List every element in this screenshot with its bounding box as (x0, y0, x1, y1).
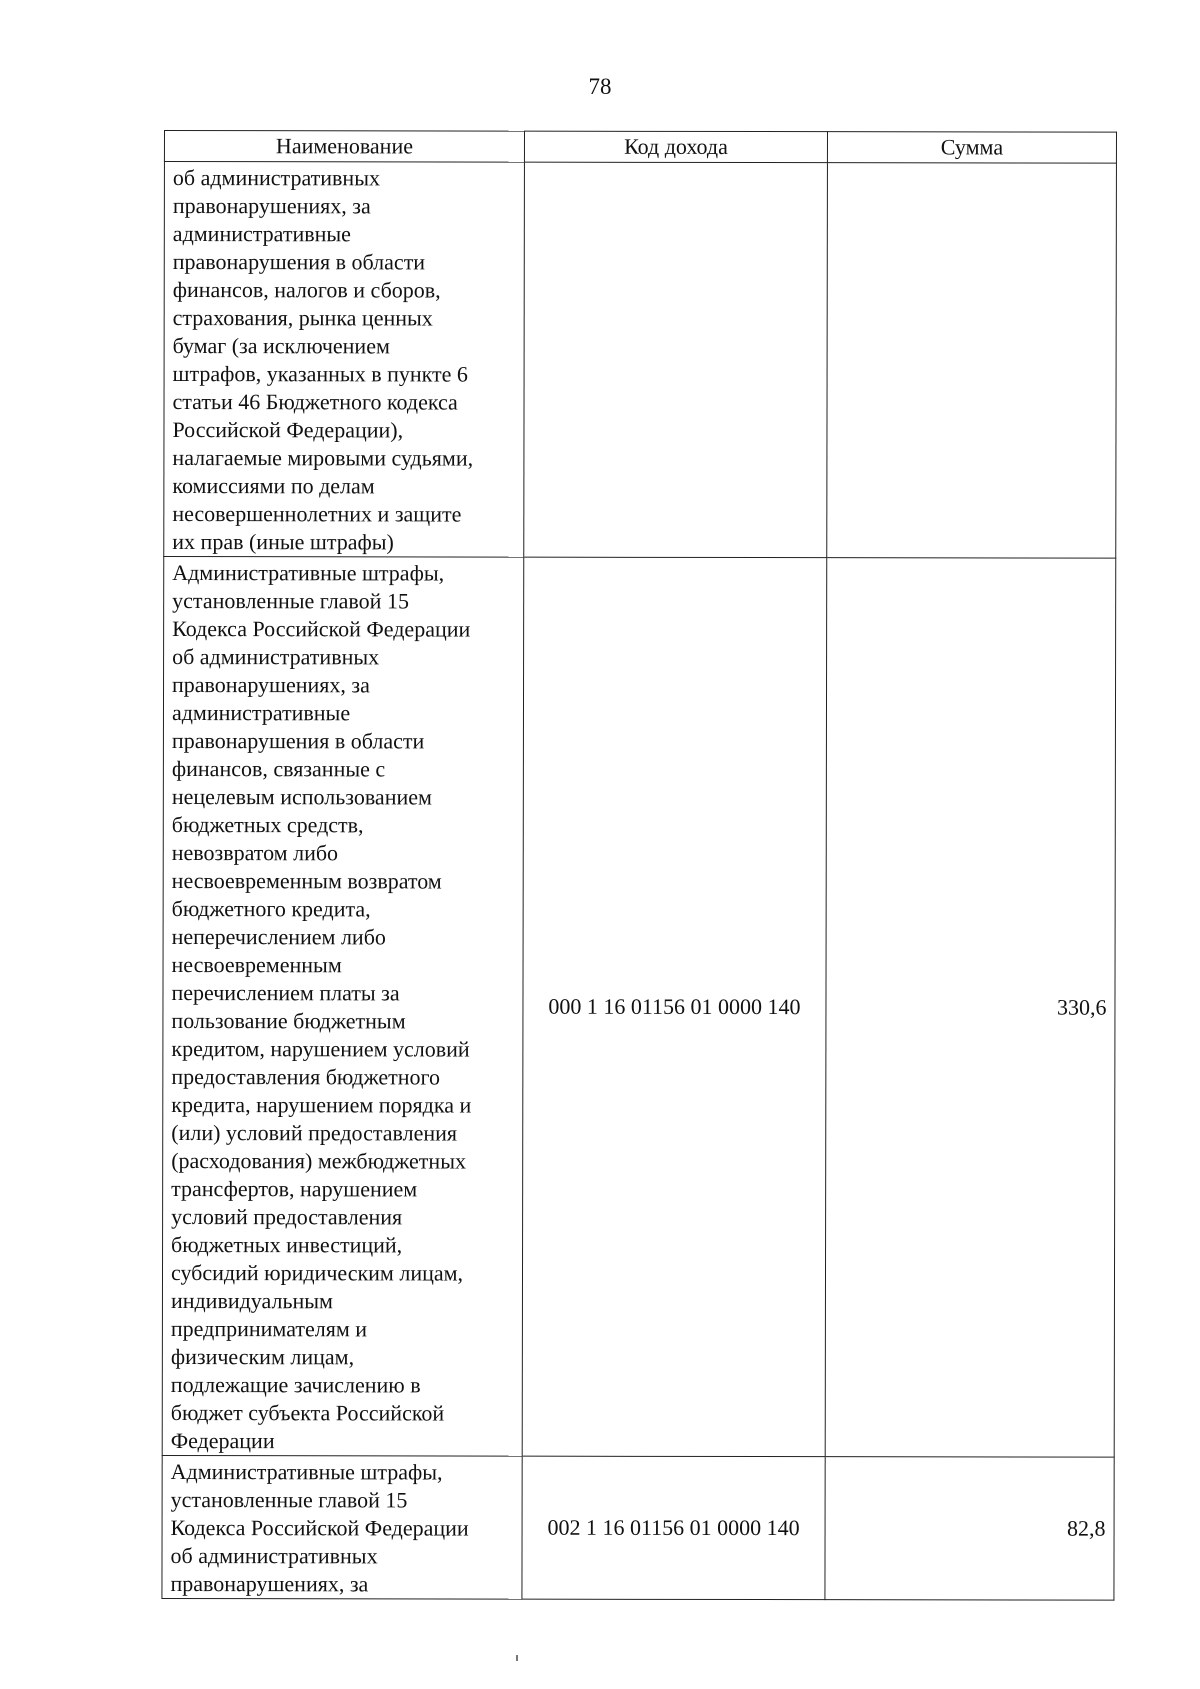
name-line: финансов, связанные с (171, 756, 386, 782)
table-body (162, 162, 1117, 1601)
name-line: бюджетных средств, (171, 812, 364, 838)
table-row (162, 557, 1116, 1458)
name-line: статьи 46 Бюджетного кодекса (172, 389, 458, 415)
name-line: Российской Федерации), (172, 417, 404, 443)
revenue-table (161, 130, 1117, 1601)
name-line: бюджет субъекта Российской (170, 1400, 445, 1426)
cell-code (524, 162, 828, 558)
name-line: об административных (172, 165, 381, 191)
name-line: бюджетных инвестиций, (171, 1232, 403, 1258)
name-line: условий предоставления (171, 1204, 403, 1230)
name-line: об административных (170, 1543, 378, 1569)
name-line: комиссиями по делам (172, 473, 375, 499)
table-row (164, 162, 1117, 559)
name-line: перечислением платы за (171, 980, 400, 1006)
header-name: Наименование (164, 131, 524, 163)
name-line: Административные штрафы, (172, 560, 445, 586)
header-code: Код дохода (524, 131, 827, 163)
name-line: физическим лицам, (170, 1344, 355, 1370)
name-line: правонарушениях, за (172, 672, 370, 698)
table-header-row (164, 131, 1116, 164)
name-line: административные (172, 221, 351, 247)
name-line: установленные главой 15 (172, 588, 409, 614)
name-line: подлежащие зачислению в (170, 1372, 421, 1398)
name-line: Кодекса Российской Федерации (170, 1515, 469, 1541)
name-line: неперечислением либо (171, 924, 386, 950)
revenue-table-wrapper (161, 130, 1116, 1601)
name-line: правонарушениях, за (172, 193, 371, 219)
name-line: трансфертов, нарушением (171, 1176, 418, 1202)
cell-amount: 82,8 (825, 1457, 1114, 1601)
cell-name (162, 557, 524, 1457)
name-line: их прав (иные штрафы) (172, 529, 394, 555)
name-line: несвоевременным возвратом (171, 868, 442, 894)
scan-artifact-mark (516, 1655, 518, 1661)
header-amount: Сумма (827, 132, 1116, 164)
name-line: Административные штрафы, (170, 1459, 443, 1485)
name-line: кредитом, нарушением условий (171, 1036, 470, 1062)
name-line: Федерации (170, 1428, 275, 1454)
name-line: предпринимателям и (170, 1316, 368, 1342)
name-line: установленные главой 15 (170, 1487, 408, 1513)
cell-amount (827, 163, 1117, 559)
name-line: предоставления бюджетного (171, 1064, 441, 1090)
name-line: (расходования) межбюджетных (171, 1148, 467, 1174)
name-line: штрафов, указанных в пункте 6 (172, 361, 468, 387)
page-number: 78 (588, 74, 612, 99)
name-line: правонарушениях, за (170, 1571, 369, 1597)
name-line: несовершеннолетних и защите (172, 501, 462, 527)
name-line: правонарушения в области (171, 728, 425, 754)
name-line: индивидуальным (170, 1288, 334, 1314)
name-line: бюджетного кредита, (171, 896, 371, 922)
name-line: невозвратом либо (171, 840, 339, 866)
name-line: (или) условий предоставления (171, 1120, 458, 1146)
name-line: финансов, налогов и сборов, (172, 277, 441, 303)
cell-name (164, 162, 525, 558)
name-line: страхования, рынка ценных (172, 305, 433, 331)
name-line: субсидий юридическим лицам, (170, 1260, 464, 1286)
table-row (162, 1455, 1114, 1600)
name-line: налагаемые мировыми судьями, (172, 445, 474, 471)
name-line: нецелевым использованием (171, 784, 432, 810)
cell-code: 002 1 16 01156 01 0000 140 (522, 1456, 825, 1600)
cell-amount: 330,6 (825, 558, 1116, 1458)
name-line: несвоевременным (171, 952, 342, 978)
name-line: пользование бюджетным (171, 1008, 406, 1034)
name-line: административные (171, 700, 351, 726)
cell-name (162, 1455, 522, 1599)
name-line: бумаг (за исключением (172, 333, 390, 359)
name-line: об административных (172, 644, 380, 670)
name-line: правонарушения в области (172, 249, 426, 275)
name-line: кредита, нарушением порядка и (171, 1092, 472, 1118)
name-line: Кодекса Российской Федерации (172, 616, 471, 642)
cell-code: 000 1 16 01156 01 0000 140 (522, 557, 827, 1457)
